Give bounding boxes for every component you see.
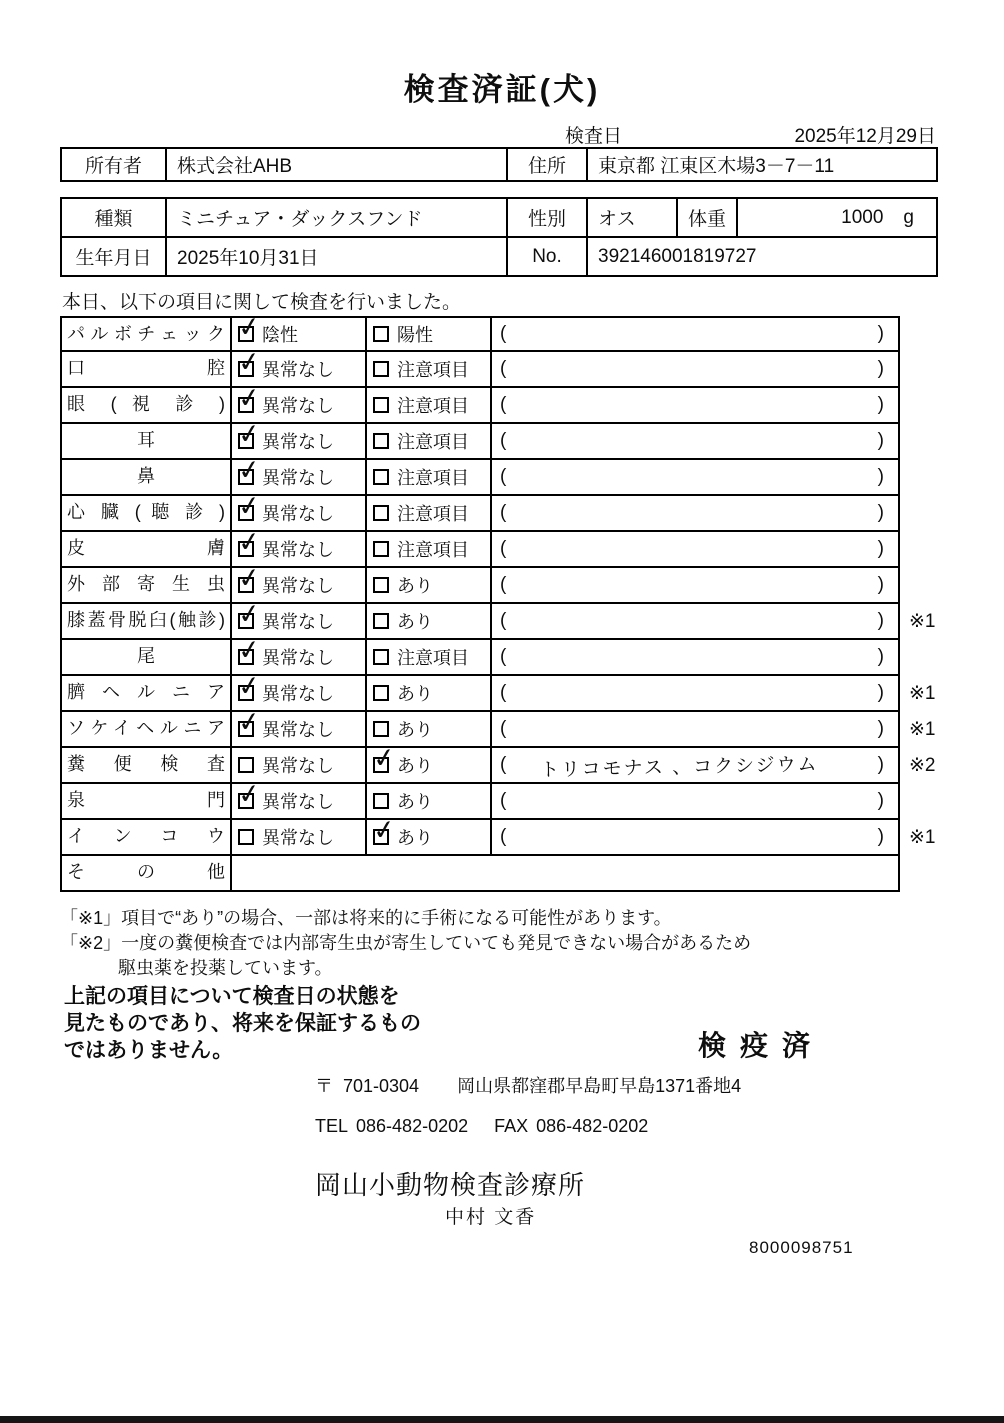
footnote-mark xyxy=(900,532,944,568)
result-cell xyxy=(490,316,900,352)
handwritten-result xyxy=(506,473,877,481)
footnote-mark xyxy=(900,856,944,892)
option-cell xyxy=(365,424,490,460)
clinic-address-row xyxy=(315,1072,741,1098)
page-title: 検査済証(犬) xyxy=(403,72,601,107)
open-paren: ( xyxy=(500,502,507,523)
result-cell xyxy=(490,712,900,748)
option-label: 異常なし xyxy=(262,756,334,776)
inspection-row xyxy=(60,856,944,892)
result-cell xyxy=(490,640,900,676)
handwritten-result xyxy=(506,797,877,805)
clinic-address: 岡山県都窪郡早島町早島1371番地4 xyxy=(457,1076,742,1096)
item-name: イ ン コ ウ xyxy=(60,820,230,856)
check-mark: ✓ xyxy=(235,453,263,487)
footnote-mark: ※1 xyxy=(909,611,936,632)
option-label: あり xyxy=(397,720,433,740)
result-cell xyxy=(490,388,900,424)
inspection-date-row xyxy=(60,121,936,148)
footnote-mark xyxy=(900,640,944,676)
weight-inner xyxy=(738,207,936,229)
footnote-mark xyxy=(900,496,944,532)
checkbox-unchecked xyxy=(373,326,389,342)
open-paren: ( xyxy=(500,466,507,487)
close-paren: ) xyxy=(877,826,884,847)
footnote-mark xyxy=(900,352,944,388)
item-name: 耳 xyxy=(60,424,230,460)
check-mark: ✓ xyxy=(235,561,263,595)
breed-value: ミニチュア・ダックスフンド xyxy=(166,198,507,237)
handwritten-result xyxy=(506,581,877,589)
option-label: あり xyxy=(397,684,433,704)
option-cell xyxy=(365,813,490,856)
handwritten-result xyxy=(506,365,877,373)
breed-label: 種類 xyxy=(61,198,166,237)
inspection-row xyxy=(60,633,944,676)
footnote-mark: ※1 xyxy=(909,719,936,740)
option-cell xyxy=(365,604,490,640)
footnote-mark xyxy=(900,568,944,604)
inspection-row xyxy=(60,525,944,568)
handwritten-result xyxy=(506,509,877,517)
veterinarian-name: 中村 文香 xyxy=(445,1207,537,1228)
check-mark: ✓ xyxy=(235,597,263,631)
inspection-row xyxy=(60,345,944,388)
handwritten-result xyxy=(506,330,877,338)
no-label: No. xyxy=(507,237,587,276)
option-label: 異常なし xyxy=(262,468,334,488)
empty-result-cell xyxy=(230,856,900,892)
owner-row xyxy=(61,148,937,181)
checkbox-checked xyxy=(235,417,263,451)
open-paren: ( xyxy=(500,574,507,595)
pet-table xyxy=(60,197,938,277)
item-name: 口 腔 xyxy=(60,352,230,388)
checkbox-checked xyxy=(235,777,263,811)
tel-number: 086-482-0202 xyxy=(356,1116,469,1136)
scan-edge-artifact xyxy=(0,1416,1004,1423)
option-cell xyxy=(365,496,490,532)
inspection-row xyxy=(60,453,944,496)
checkbox-checked xyxy=(235,489,263,523)
handwritten-result xyxy=(506,689,877,697)
option-cell xyxy=(365,676,490,712)
intro-text: 本日、以下の項目に関して検査を行いました。 xyxy=(62,292,462,313)
handwritten-result xyxy=(506,545,877,553)
postal-mark: 〒 xyxy=(315,1076,333,1096)
open-paren: ( xyxy=(500,430,507,451)
checkbox-unchecked xyxy=(238,757,254,773)
open-paren: ( xyxy=(500,610,507,631)
weight-value: 1000 xyxy=(841,206,884,228)
footnote-mark: ※1 xyxy=(909,827,936,848)
option-label: あり xyxy=(397,756,433,776)
result-cell xyxy=(490,532,900,568)
sex-value: オス xyxy=(587,198,677,237)
checkbox-checked xyxy=(235,597,263,631)
option-label: 注意項目 xyxy=(397,468,469,488)
weight-unit: g xyxy=(903,206,914,228)
tel-label: TEL xyxy=(315,1116,349,1136)
serial-number: 8000098751 xyxy=(749,1238,854,1257)
option-label: 異常なし xyxy=(262,648,334,668)
handwritten-result: トリコモナス 、コクシジウム xyxy=(540,753,820,781)
clinic-name: 岡山小動物検査診療所 xyxy=(315,1170,586,1200)
check-mark: ✓ xyxy=(235,705,263,739)
footnote-mark: ※2 xyxy=(909,755,936,776)
checkbox-unchecked xyxy=(373,397,389,413)
check-mark: ✓ xyxy=(235,669,263,703)
option-label: 異常なし xyxy=(262,396,334,416)
close-paren: ) xyxy=(877,430,884,451)
checkbox-unchecked xyxy=(373,793,389,809)
inspection-row xyxy=(60,741,944,784)
footnotes xyxy=(60,906,751,981)
handwritten-result xyxy=(506,833,877,841)
result-cell xyxy=(490,352,900,388)
result-cell xyxy=(490,820,900,856)
item-name: 外 部 寄 生 虫 xyxy=(60,568,230,604)
close-paren: ) xyxy=(877,718,884,739)
weight-label: 体重 xyxy=(677,198,737,237)
checkbox-unchecked xyxy=(238,829,254,845)
item-name: 皮 膚 xyxy=(60,532,230,568)
inspection-table xyxy=(60,310,944,892)
open-paren: ( xyxy=(500,718,507,739)
option-label: 異常なし xyxy=(262,504,334,524)
item-name: パルボチェック xyxy=(60,316,230,352)
check-mark: ✓ xyxy=(235,381,263,415)
item-name: 眼 ( 視 診 ) xyxy=(60,388,230,424)
footnote-mark: ※1 xyxy=(909,683,936,704)
weight-cell xyxy=(737,198,937,237)
inspection-row xyxy=(60,381,944,424)
owner-label: 所有者 xyxy=(61,148,166,181)
close-paren: ) xyxy=(877,574,884,595)
inspection-row xyxy=(60,310,944,352)
option-label: 注意項目 xyxy=(397,396,469,416)
checkbox-checked xyxy=(370,813,398,847)
result-cell xyxy=(490,496,900,532)
option-cell xyxy=(230,705,365,748)
checkbox-unchecked xyxy=(373,685,389,701)
inspection-date-value: 2025年12月29日 xyxy=(794,126,936,147)
close-paren: ) xyxy=(877,358,884,379)
handwritten-result xyxy=(506,401,877,409)
inspection-row xyxy=(60,417,944,460)
open-paren: ( xyxy=(500,358,507,379)
check-mark: ✓ xyxy=(235,777,263,811)
option-label: 陽性 xyxy=(397,325,433,345)
checkbox-checked xyxy=(235,525,263,559)
checkbox-checked xyxy=(370,741,398,775)
inspection-row xyxy=(60,705,944,748)
item-name: 糞 便 検 査 xyxy=(60,748,230,784)
result-cell xyxy=(490,748,900,784)
checkbox-unchecked xyxy=(373,361,389,377)
footnote-mark xyxy=(900,424,944,460)
check-mark: ✓ xyxy=(235,417,263,451)
checkbox-checked xyxy=(235,310,263,344)
checkbox-checked xyxy=(235,705,263,739)
check-mark: ✓ xyxy=(235,310,263,344)
checkbox-checked xyxy=(235,669,263,703)
checkbox-unchecked xyxy=(373,541,389,557)
option-cell xyxy=(230,777,365,820)
inspection-row xyxy=(60,561,944,604)
option-label: 異常なし xyxy=(262,612,334,632)
disclaimer-line1: 上記の項目について検査日の状態を xyxy=(64,985,400,1008)
option-cell xyxy=(365,640,490,676)
inspection-row xyxy=(60,597,944,640)
option-label: あり xyxy=(397,612,433,632)
footnote-mark xyxy=(900,460,944,496)
inspection-row xyxy=(60,489,944,532)
check-mark: ✓ xyxy=(370,741,398,775)
option-cell xyxy=(365,741,490,784)
check-mark: ✓ xyxy=(235,525,263,559)
option-cell xyxy=(365,532,490,568)
inspection-row xyxy=(60,777,944,820)
quarantine-stamp: 検疫済 xyxy=(698,1030,825,1061)
option-cell xyxy=(365,316,490,352)
checkbox-checked xyxy=(235,345,263,379)
result-cell xyxy=(490,784,900,820)
option-label: 陰性 xyxy=(262,325,298,345)
owner-table xyxy=(60,147,938,182)
handwritten-result xyxy=(506,725,877,733)
option-label: 注意項目 xyxy=(397,504,469,524)
handwritten-result xyxy=(506,617,877,625)
checkbox-unchecked xyxy=(373,469,389,485)
footnote-2-line1: 「※2」一度の糞便検査では内部寄生虫が寄生していても発見できない場合があるため xyxy=(60,933,752,953)
no-value: 392146001819727 xyxy=(587,237,937,276)
open-paren: ( xyxy=(500,394,507,415)
checkbox-unchecked xyxy=(373,721,389,737)
open-paren: ( xyxy=(500,646,507,667)
item-name: 膝蓋骨脱臼(触診) xyxy=(60,604,230,640)
handwritten-result xyxy=(506,653,877,661)
fax-label: FAX xyxy=(494,1116,529,1136)
option-label: 注意項目 xyxy=(397,540,469,560)
option-label: 注意項目 xyxy=(397,360,469,380)
item-name: 心 臓 ( 聴 診 ) xyxy=(60,496,230,532)
option-label: 異常なし xyxy=(262,684,334,704)
birth-label: 生年月日 xyxy=(61,237,166,276)
checkbox-checked xyxy=(235,381,263,415)
option-label: 注意項目 xyxy=(397,648,469,668)
address-value: 東京都 江東区木場3－7－11 xyxy=(587,148,937,181)
address-label: 住所 xyxy=(507,148,587,181)
checkbox-unchecked xyxy=(373,613,389,629)
postal-code: 701-0304 xyxy=(343,1076,420,1096)
option-label: 異常なし xyxy=(262,828,334,848)
checkbox-unchecked xyxy=(373,577,389,593)
checkbox-unchecked xyxy=(373,649,389,665)
open-paren: ( xyxy=(500,538,507,559)
option-cell xyxy=(365,568,490,604)
checkbox-checked xyxy=(235,561,263,595)
option-label: あり xyxy=(397,576,433,596)
close-paren: ) xyxy=(877,682,884,703)
result-cell xyxy=(490,604,900,640)
option-cell xyxy=(365,352,490,388)
owner-value: 株式会社AHB xyxy=(166,148,507,181)
footnote-mark xyxy=(900,316,944,352)
close-paren: ) xyxy=(877,323,884,344)
check-mark: ✓ xyxy=(235,345,263,379)
open-paren: ( xyxy=(500,323,507,344)
item-name: 鼻 xyxy=(60,460,230,496)
item-name: 泉 門 xyxy=(60,784,230,820)
disclaimer xyxy=(64,983,421,1064)
option-cell xyxy=(230,820,365,856)
option-label: 注意項目 xyxy=(397,432,469,452)
close-paren: ) xyxy=(877,466,884,487)
item-name: 尾 xyxy=(60,640,230,676)
close-paren: ) xyxy=(877,646,884,667)
checkbox-checked xyxy=(235,633,263,667)
close-paren: ) xyxy=(877,754,884,775)
close-paren: ) xyxy=(877,790,884,811)
option-cell xyxy=(365,388,490,424)
close-paren: ) xyxy=(877,394,884,415)
result-cell xyxy=(490,568,900,604)
item-name: そ の 他 xyxy=(60,856,230,892)
item-name: ソケイヘルニア xyxy=(60,712,230,748)
birth-value: 2025年10月31日 xyxy=(166,237,507,276)
check-mark: ✓ xyxy=(370,813,398,847)
footnote-1: 「※1」項目で“あり”の場合、一部は将来的に手術になる可能性があります。 xyxy=(60,908,672,928)
checkbox-unchecked xyxy=(373,505,389,521)
disclaimer-line3: ではありません。 xyxy=(64,1039,234,1062)
result-cell xyxy=(490,460,900,496)
item-name: 臍 ヘ ル ニ ア xyxy=(60,676,230,712)
footnote-mark xyxy=(900,784,944,820)
option-label: 異常なし xyxy=(262,792,334,812)
footnote-2-line2: 駆虫薬を投薬しています。 xyxy=(118,958,333,978)
result-cell xyxy=(490,424,900,460)
close-paren: ) xyxy=(877,610,884,631)
open-paren: ( xyxy=(500,790,507,811)
option-label: あり xyxy=(397,792,433,812)
disclaimer-line2: 見たものであり、将来を保証するもの xyxy=(64,1012,421,1035)
open-paren: ( xyxy=(500,754,507,775)
inspection-date-label: 検査日 xyxy=(565,126,623,147)
fax-number: 086-482-0202 xyxy=(536,1116,649,1136)
option-label: 異常なし xyxy=(262,720,334,740)
option-label: 異常なし xyxy=(262,540,334,560)
close-paren: ) xyxy=(877,502,884,523)
checkbox-unchecked xyxy=(373,433,389,449)
close-paren: ) xyxy=(877,538,884,559)
pet-row-1 xyxy=(61,198,937,237)
checkbox-checked xyxy=(235,453,263,487)
option-label: あり xyxy=(397,828,433,848)
option-label: 異常なし xyxy=(262,360,334,380)
sex-label: 性別 xyxy=(507,198,587,237)
handwritten-result xyxy=(506,437,877,445)
inspection-row xyxy=(60,669,944,712)
clinic-tel-row xyxy=(315,1116,648,1137)
open-paren: ( xyxy=(500,682,507,703)
result-cell xyxy=(490,676,900,712)
inspection-row xyxy=(60,813,944,856)
option-cell xyxy=(365,460,490,496)
footnote-mark xyxy=(900,388,944,424)
pet-row-2 xyxy=(61,237,937,276)
check-mark: ✓ xyxy=(235,633,263,667)
option-label: 異常なし xyxy=(262,432,334,452)
open-paren: ( xyxy=(500,826,507,847)
option-label: 異常なし xyxy=(262,576,334,596)
check-mark: ✓ xyxy=(235,489,263,523)
